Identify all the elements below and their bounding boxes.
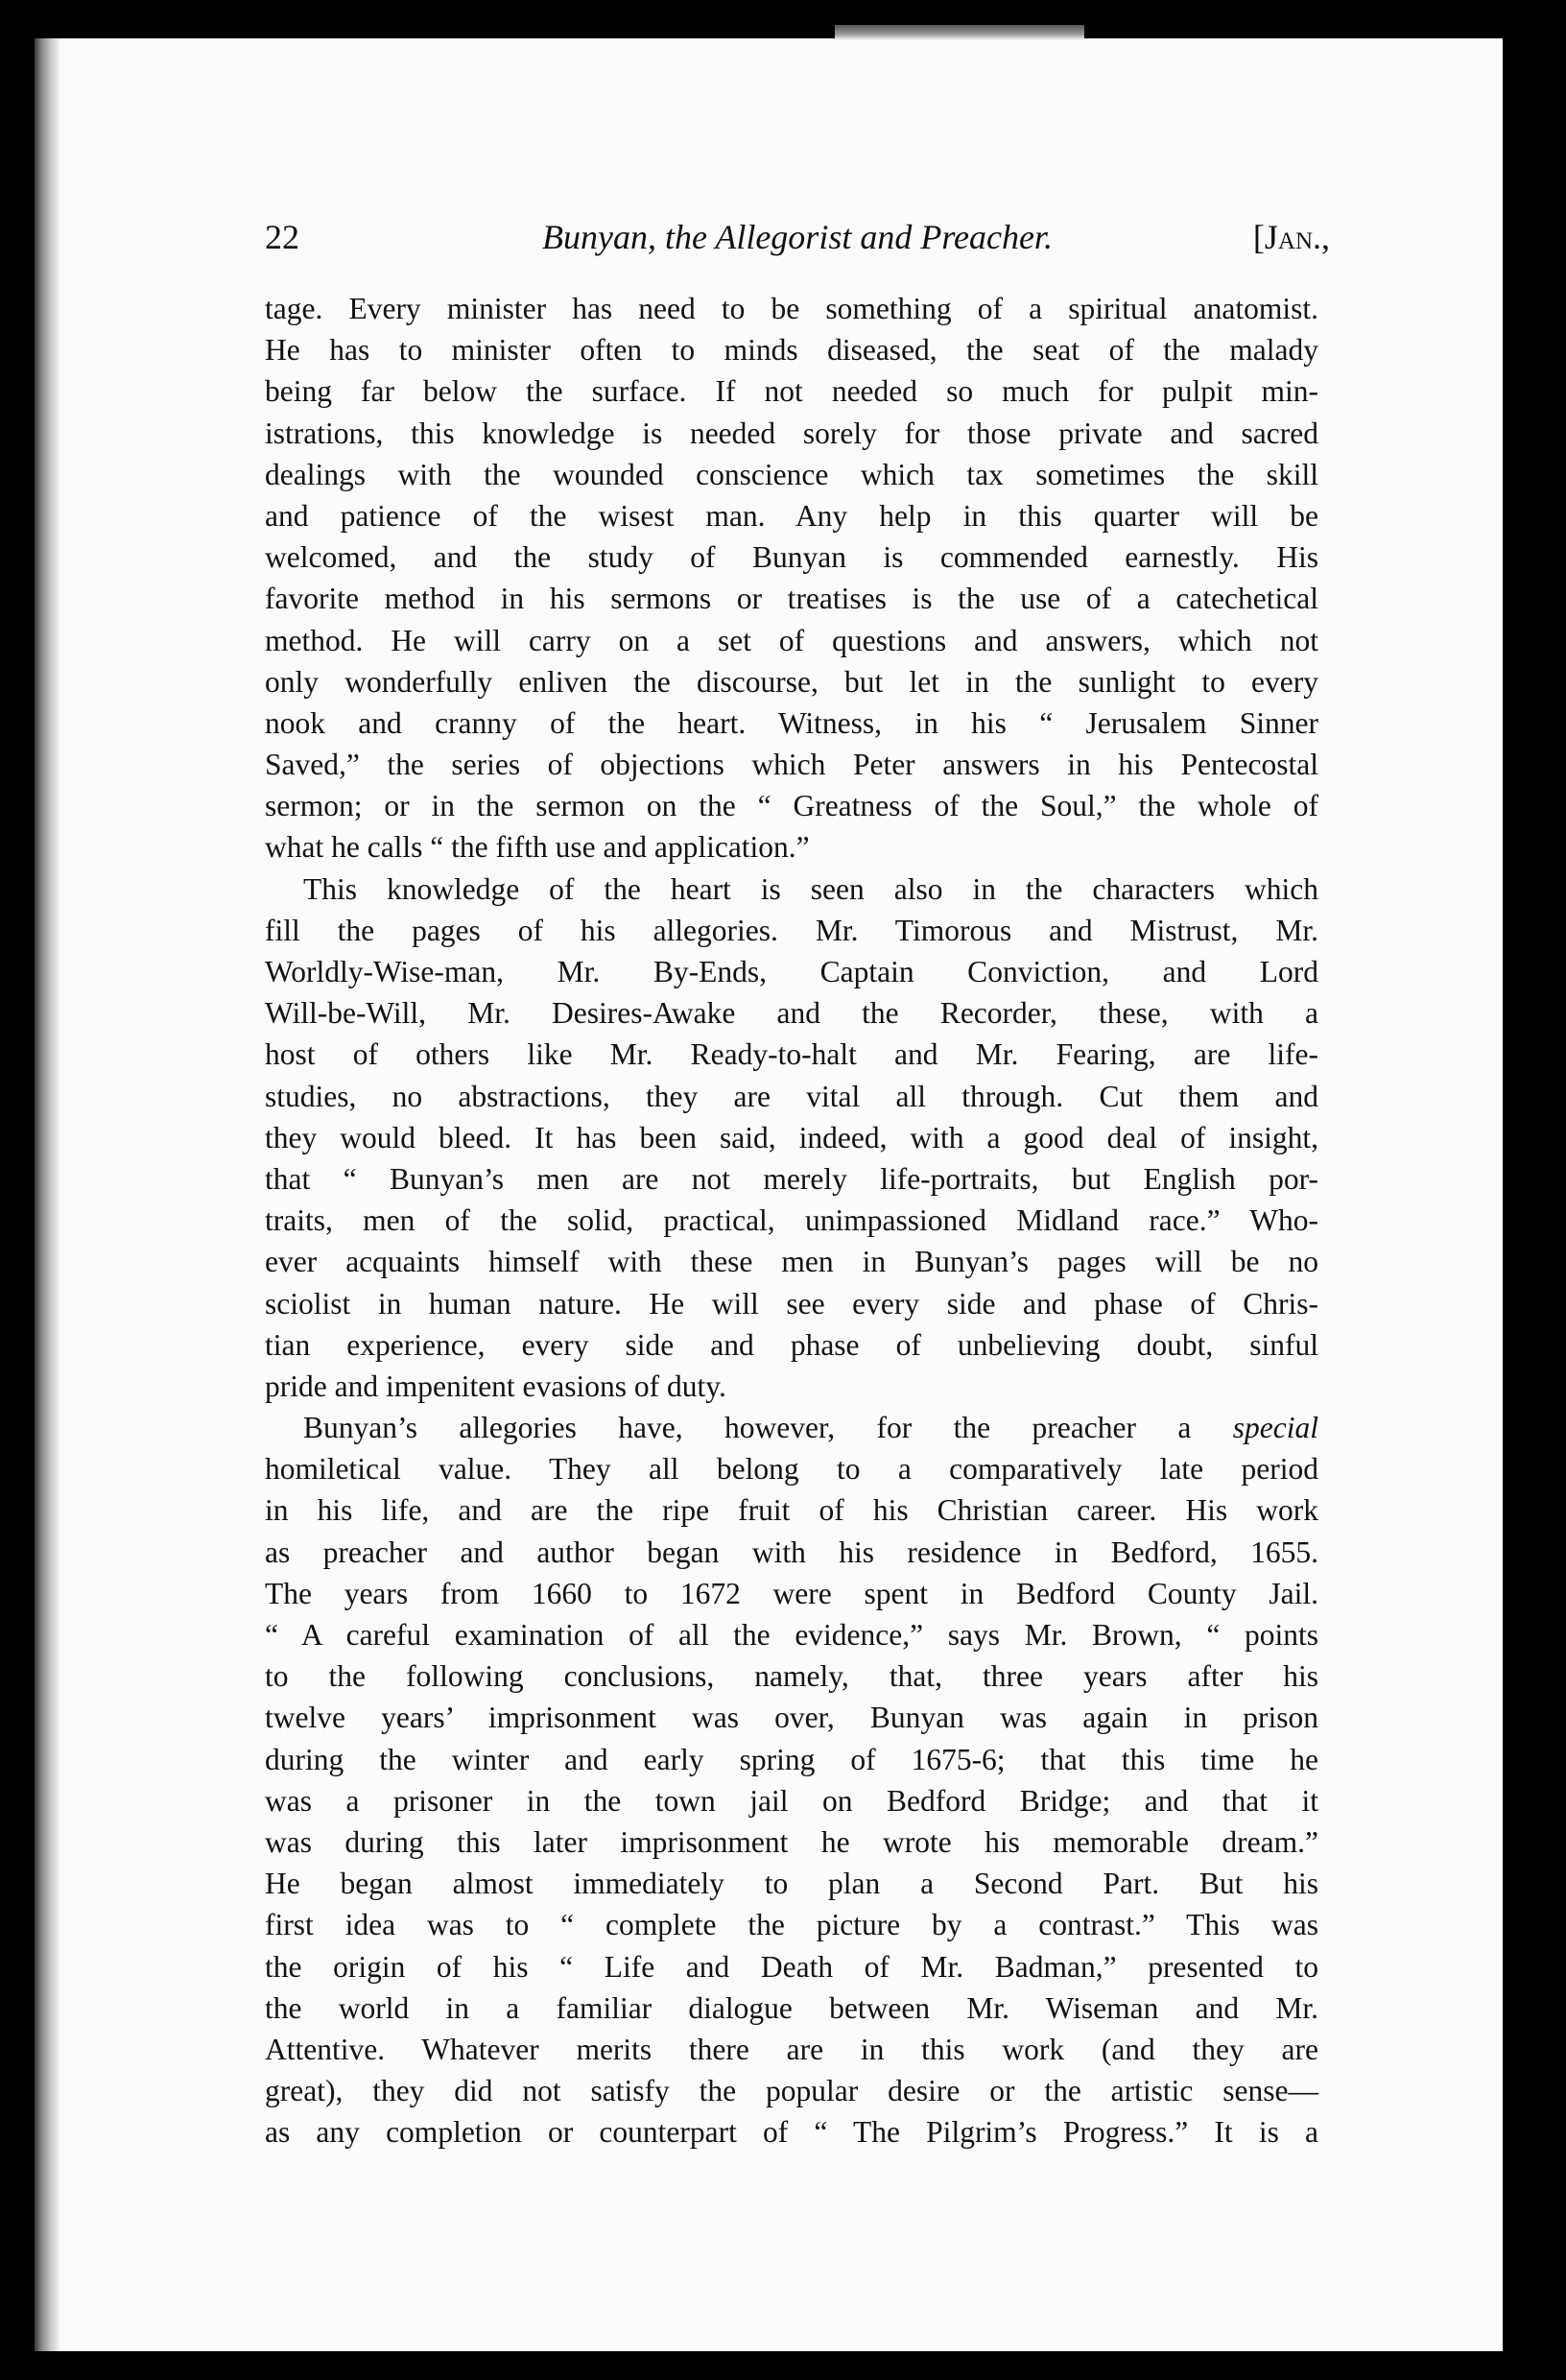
text-line: first idea was to “ complete the picture by a contrast.” This was xyxy=(265,1908,1318,1942)
text-line: in his life, and are the ripe fruit of his Christian career. His work xyxy=(265,1493,1318,1528)
text-line: nook and cranny of the heart. Witness, in his “ Jerusalem Sinner xyxy=(265,705,1318,740)
paragraph-1 xyxy=(265,288,1318,869)
text-line: during the winter and early spring of 1675-6; that this time he xyxy=(265,1742,1318,1776)
text-line xyxy=(265,1407,1318,1448)
text-line: to the following conclusions, namely, that, three years after his xyxy=(265,1659,1318,1694)
running-title: Bunyan, the Allegorist and Preacher. xyxy=(542,218,1053,256)
text-line: as preacher and author began with his residence in Bedford, 1655. xyxy=(265,1535,1318,1569)
text-line: sermon; or in the sermon on the “ Greatness of the Soul,” the whole of xyxy=(265,789,1318,823)
text-line: ever acquaints himself with these men in Bunyan’s pages will be no xyxy=(265,1245,1318,1279)
text-line: the origin of his “ Life and Death of Mr. Badman,” presented to xyxy=(265,1949,1318,1984)
text-line: only wonderfully enliven the discourse, but let in the sunlight to every xyxy=(265,664,1318,699)
text-line: that “ Bunyan’s men are not merely life-portraits, but English por- xyxy=(265,1161,1318,1196)
text-line: tage. Every minister has need to be something of a spiritual anatomist. xyxy=(265,292,1318,325)
text-line: dealings with the wounded conscience which tax sometimes the skill xyxy=(265,457,1318,491)
text-line: they would bleed. It has been said, indeed, with a good deal of insight, xyxy=(265,1120,1318,1154)
scan-right-edge xyxy=(1503,38,1512,2351)
text-line: pride and impenitent evasions of duty. xyxy=(265,1368,726,1403)
text-line: Saved,” the series of objections which Peter answers in his Pentecostal xyxy=(265,748,1318,782)
running-header xyxy=(265,217,1330,274)
text-line: sciolist in human nature. He will see every side and phase of Chris- xyxy=(265,1286,1318,1321)
text-line: tian experience, every side and phase of unbelieving doubt, sinful xyxy=(265,1327,1318,1362)
text-line: He has to minister often to minds diseased, the seat of the malady xyxy=(265,333,1318,368)
paragraph-2 xyxy=(265,869,1318,1407)
text-line: fill the pages of his allegories. Mr. Timorous and Mistrust, Mr. xyxy=(265,913,1318,947)
text-line: Worldly-Wise-man, Mr. By-Ends, Captain Conviction, and Lord xyxy=(265,955,1318,988)
text-line: He began almost immediately to plan a Second Part. But his xyxy=(265,1867,1318,1901)
text-line: Will-be-Will, Mr. Desires-Awake and the Recorder, these, with a xyxy=(265,996,1318,1031)
text-line: The years from 1660 to 1672 were spent in Bedford County Jail. xyxy=(265,1576,1318,1610)
text-line: was during this later imprisonment he wrote his memorable dream.” xyxy=(265,1824,1318,1859)
body-text xyxy=(265,288,1318,2153)
paragraph-3 xyxy=(265,1407,1318,2153)
text-line: “ A careful examination of all the evidence,” says Mr. Brown, “ points xyxy=(265,1618,1318,1652)
text-line: as any completion or counterpart of “ The Pilgrim’s Progress.” It is a xyxy=(265,2115,1318,2150)
text-line: Attentive. Whatever merits there are in this work (and they are xyxy=(265,2032,1318,2066)
scan-edge-mark xyxy=(835,25,1084,40)
text-line: the world in a familiar dialogue between Mr. Wiseman and Mr. xyxy=(265,1990,1318,2025)
text-line: istrations, this knowledge is needed sorely for those private and sacred xyxy=(265,416,1318,450)
text-line: studies, no abstractions, they are vital all through. Cut them and xyxy=(265,1079,1318,1113)
text-line: twelve years’ imprisonment was over, Bunyan was again in prison xyxy=(265,1701,1318,1735)
text-line: welcomed, and the study of Bunyan is commended earnestly. His xyxy=(265,540,1318,575)
page-gutter-shadow xyxy=(35,38,59,2351)
text-line: This knowledge of the heart is seen also in the characters which xyxy=(303,871,1318,906)
text-line: being far below the surface. If not needed so much for pulpit min- xyxy=(265,374,1318,409)
emphasis-word: special xyxy=(1232,1411,1318,1445)
page-number: 22 xyxy=(265,218,299,256)
text-line: method. He will carry on a set of questions and answers, which not xyxy=(265,623,1318,657)
text-run: Bunyan’s allegories have, however, for the preacher a xyxy=(303,1411,1233,1445)
section-mark: [Jan., xyxy=(1252,218,1330,256)
text-line: was a prisoner in the town jail on Bedford Bridge; and that it xyxy=(265,1783,1318,1818)
text-line: and patience of the wisest man. Any help in this quarter will be xyxy=(265,498,1318,533)
text-line: traits, men of the solid, practical, unimpassioned Midland race.” Who- xyxy=(265,1203,1318,1238)
text-line: host of others like Mr. Ready-to-halt and Mr. Fearing, are life- xyxy=(265,1037,1318,1072)
text-line: what he calls “ the fifth use and application.” xyxy=(265,830,810,865)
text-line: favorite method in his sermons or treatises is the use of a catechetical xyxy=(265,582,1318,616)
text-line: homiletical value. They all belong to a comparatively late period xyxy=(265,1452,1318,1487)
text-line: great), they did not satisfy the popular desire or the artistic sense— xyxy=(265,2074,1318,2108)
